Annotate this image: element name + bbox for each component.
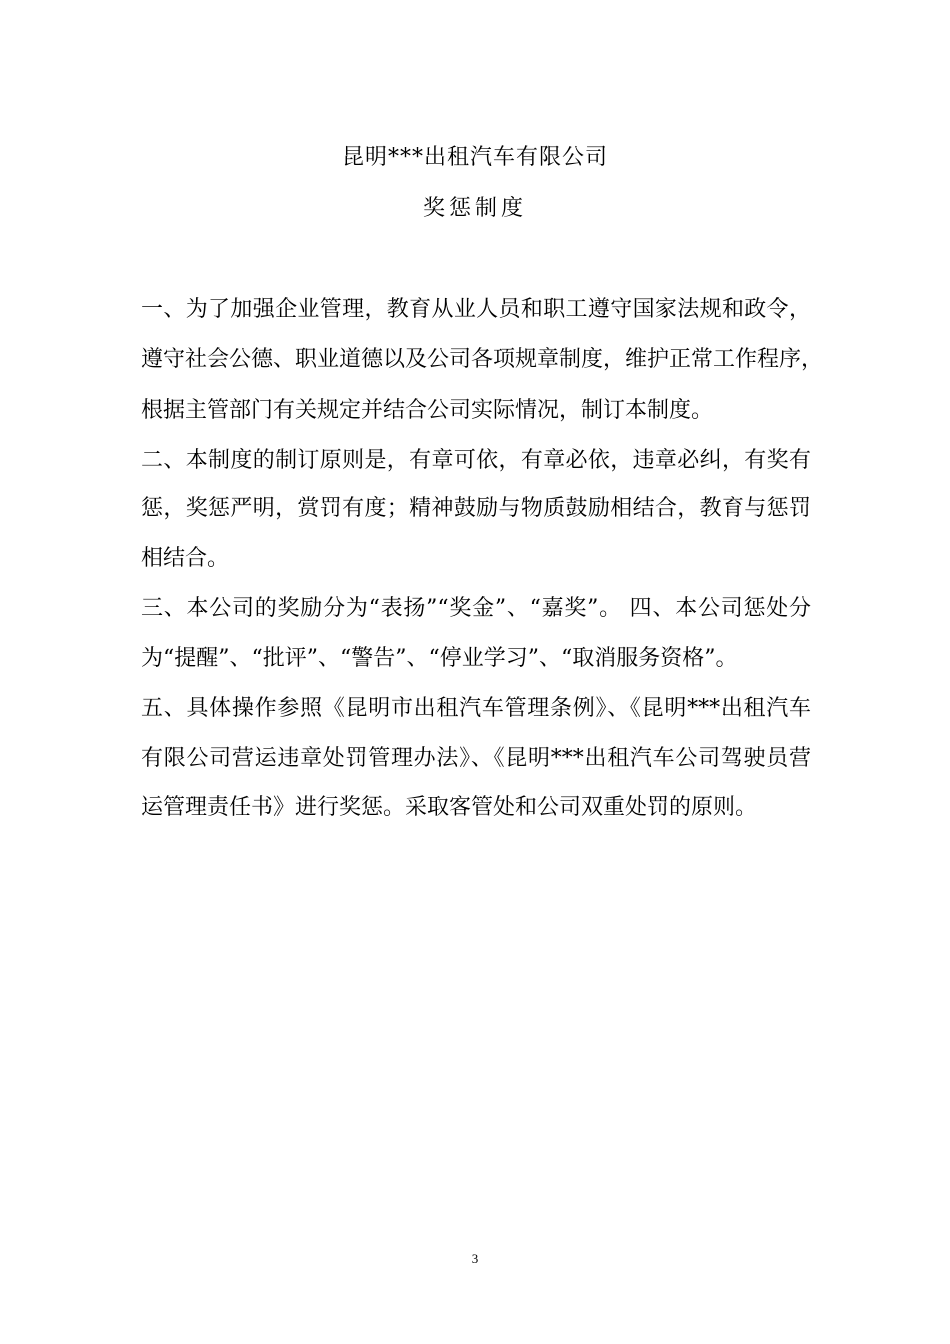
page-number: 3 xyxy=(471,1251,479,1266)
document-title: 奖惩制度 xyxy=(422,196,527,221)
company-title: 昆明***出租汽车有限公司 xyxy=(341,145,608,170)
paragraph-line: 遵守社会公德、职业道德以及公司各项规章制度，维护正常工作程序， xyxy=(141,347,824,372)
paragraph-line: 惩，奖惩严明，赏罚有度；精神鼓励与物质鼓励相结合，教育与惩罚 xyxy=(141,496,811,521)
paragraph-line: 三、本公司的奖励分为“表扬”“奖金”、“嘉奖”。 四、本公司惩处分 xyxy=(141,596,811,621)
paragraph-line: 根据主管部门有关规定并结合公司实际情况，制订本制度。 xyxy=(141,398,714,423)
paragraph-line: 二、本制度的制订原则是，有章可依，有章必依，违章必纠，有奖有 xyxy=(141,448,811,473)
paragraph-line: 五、具体操作参照《昆明市出租汽车管理条例》、《昆明***出租汽车 xyxy=(141,696,811,721)
paragraph-line: 为“提醒”、“批评”、“警告”、“停业学习”、“取消服务资格”。 xyxy=(141,646,738,671)
paragraph-line: 有限公司营运违章处罚管理办法》、《昆明***出租汽车公司驾驶员营 xyxy=(141,746,811,771)
paragraph-line: 运管理责任书》进行奖惩。采取客管处和公司双重处罚的原则。 xyxy=(141,795,758,820)
paragraph-line: 相结合。 xyxy=(141,546,230,571)
paragraph-line: 一、为了加强企业管理，教育从业人员和职工遵守国家法规和政令， xyxy=(141,297,811,322)
